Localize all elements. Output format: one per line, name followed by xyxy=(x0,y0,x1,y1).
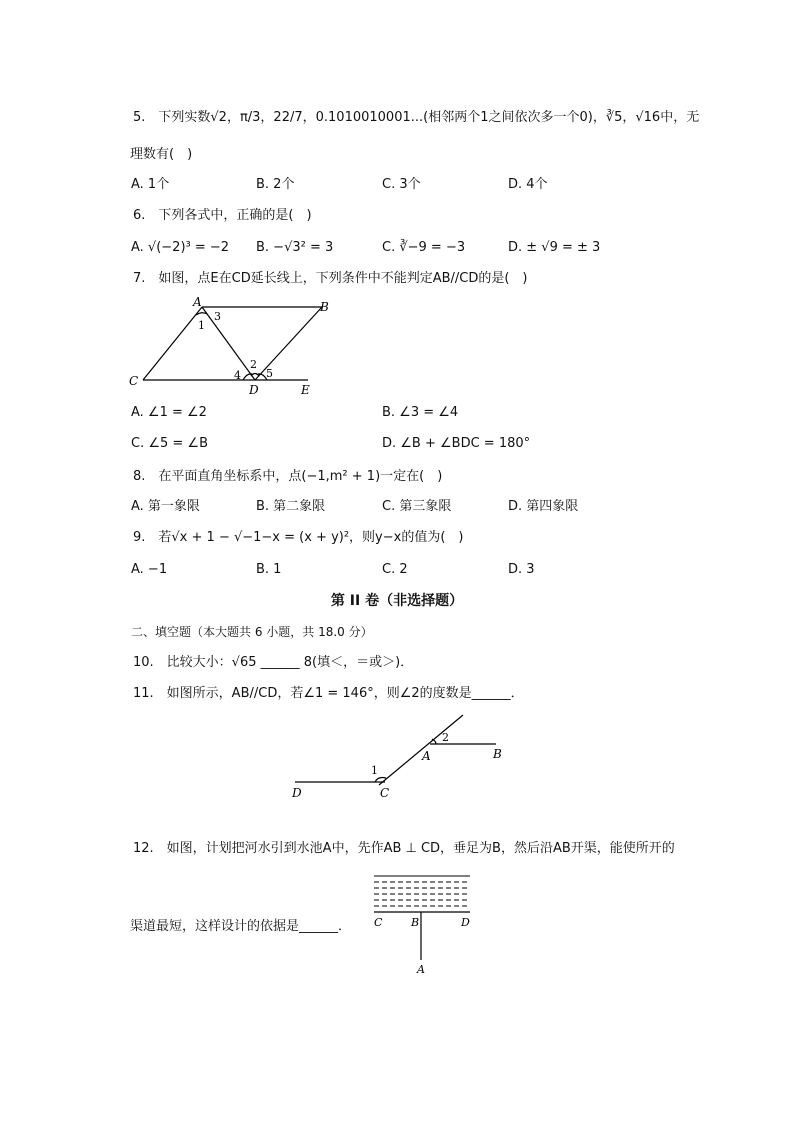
q12-label-c: C xyxy=(374,916,383,929)
q6-option-b: B. −√3² = 3 xyxy=(256,240,334,255)
q7-option-b: B. ∠3 = ∠4 xyxy=(382,405,459,420)
q5-option-d: D. 4个 xyxy=(508,177,548,192)
q8-option-d: D. 第四象限 xyxy=(508,499,579,514)
q9-option-d: D. 3 xyxy=(508,562,535,577)
q12-river-figure xyxy=(368,872,478,978)
q7-parallelogram-figure xyxy=(125,293,329,398)
q12-label-a: A xyxy=(417,963,425,976)
q7-label-c: C xyxy=(129,374,139,388)
q7-angle-4: 4 xyxy=(234,369,241,382)
q7-label-b: B xyxy=(320,300,329,314)
q9-option-b: B. 1 xyxy=(256,562,282,577)
q7-option-c: C. ∠5 = ∠B xyxy=(131,436,208,451)
q7-angle-2: 2 xyxy=(250,358,257,371)
q5-option-a: A. 1个 xyxy=(131,177,170,192)
q12-stem-line2: 渠道最短，这样设计的依据是______． xyxy=(130,919,352,934)
q6-stem: 6. 下列各式中，正确的是( ) xyxy=(133,208,312,223)
q11-label-a: A xyxy=(422,749,431,763)
q7-angle-1: 1 xyxy=(198,319,205,332)
q12-stem-line1: 12. 如图，计划把河水引到水池A中，先作AB ⊥ CD，垂足为B，然后沿AB开渠，能使所开的 xyxy=(133,841,675,856)
q7-stem: 7. 如图，点E在CD延长线上，下列条件中不能判定AB//CD的是( ) xyxy=(133,271,528,286)
q6-option-d: D. ± √9 = ± 3 xyxy=(508,240,601,255)
q11-label-c: C xyxy=(380,786,390,800)
q9-stem: 9. 若√x + 1 − √−1−x = (x + y)²，则y−x的值为( ) xyxy=(133,530,464,545)
q7-option-d: D. ∠B + ∠BDC = 180° xyxy=(382,436,531,451)
q11-angle-2: 2 xyxy=(442,731,449,744)
q8-stem: 8. 在平面直角坐标系中，点(−1,m² + 1)一定在( ) xyxy=(133,469,443,484)
q7-option-a: A. ∠1 = ∠2 xyxy=(131,405,207,420)
q8-option-c: C. 第三象限 xyxy=(382,499,452,514)
q8-option-b: B. 第二象限 xyxy=(256,499,326,514)
q11-label-d: D xyxy=(292,786,302,800)
q6-option-a: A. √(−2)³ = −2 xyxy=(131,240,230,255)
q11-angle-1: 1 xyxy=(371,764,378,777)
q10-stem: 10. 比较大小：√65 ______ 8(填＜，＝或＞)． xyxy=(133,655,414,670)
section-title: 第 II 卷（非选择题） xyxy=(330,593,464,609)
section-part-heading: 二、填空题（本大题共 6 小题，共 18.0 分） xyxy=(131,625,373,639)
q5-stem-line2: 理数有( ) xyxy=(130,147,193,162)
q7-label-a: A xyxy=(193,295,202,309)
q11-stem: 11. 如图所示，AB//CD，若∠1 = 146°，则∠2的度数是______． xyxy=(133,686,524,701)
q12-label-b: B xyxy=(411,916,420,929)
q5-option-c: C. 3个 xyxy=(382,177,421,192)
q6-option-c: C. ∛−9 = −3 xyxy=(382,240,466,255)
q5-option-b: B. 2个 xyxy=(256,177,295,192)
q5-stem-line1: 5. 下列实数√2，π/3，22/7，0.1010010001...(相邻两个1之间依次多一个0)，∛5，√16中，无 xyxy=(133,110,700,125)
q9-option-a: A. −1 xyxy=(131,562,168,577)
q11-parallel-lines-figure xyxy=(285,708,505,804)
q7-label-d: D xyxy=(249,383,259,397)
q9-option-c: C. 2 xyxy=(382,562,408,577)
q11-label-b: B xyxy=(493,747,502,761)
q12-label-d: D xyxy=(461,916,470,929)
q8-option-a: A. 第一象限 xyxy=(131,499,200,514)
q7-angle-3: 3 xyxy=(214,310,221,323)
q7-label-e: E xyxy=(301,383,310,397)
q7-angle-5: 5 xyxy=(266,367,273,380)
